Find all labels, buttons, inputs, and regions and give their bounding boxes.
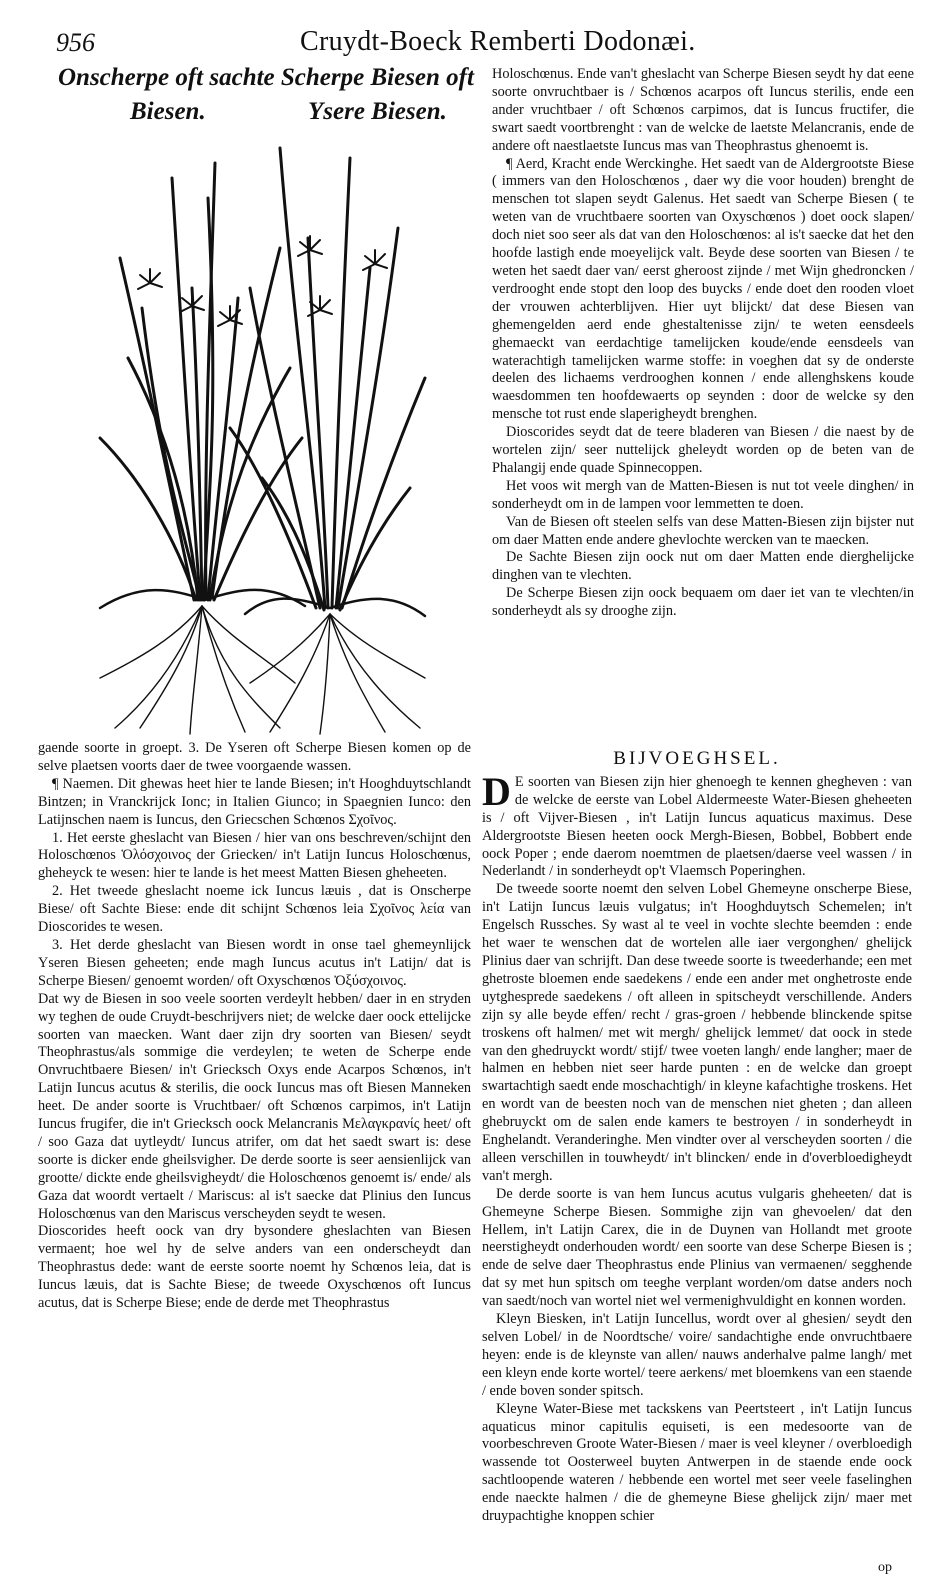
paragraph: Dioscorides seydt dat de teere bladeren van Biesen / die naest by de wortelen zijn/ seer nuttelijck gheleydt worden op de beten van de Phalangij ende quade Spinnecoppen. bbox=[492, 424, 914, 476]
drop-cap-initial: D bbox=[482, 768, 511, 814]
paragraph-text: E soorten van Biesen zijn hier ghenoegh te kennen ghegheven : van de welcke de eerste van Lobel Aldermeeste Water-Biesen gheheeten is / oft Vijver-Biesen , in't Latijn Iuncus aquaticus maximus. Dese Aldergrootste Biesen heeten oock Mergh-Biesen, Bobbel, Bobbert ende oock Poper ; ende daerom noemtmen de plaetsen/daerse veel wassen / in Nederlandt / in sonderheydt op't Vlaemsch Poperinghen. bbox=[482, 773, 912, 880]
woodcut-illustration bbox=[80, 138, 435, 736]
left-column-bottom bbox=[38, 740, 471, 1313]
caption-ysere-biesen: Ysere Biesen. bbox=[308, 98, 447, 125]
left-plant-stems bbox=[100, 163, 302, 600]
paragraph-aerd-kracht: ¶ Aerd, Kracht ende Werckinghe. Het saedt van de Aldergrootste Biese ( immers van den Holoschœnos , daer wy die voor houden) brenght de menschen tot slapen seydt Galenus. Het saedt van Scherpe Biesen ( te weten van de vruchtbaere soorten van Oxyschœnos ) doet oock slapen/ doch niet soo seer als dat van den Holoschœnos: al is't saecke dat het den hoofde lastigh ende moeyelijck valt. Beyde dese soorten van Biesen / te weten het saedt daer van/ eerst gheroost zijnde / met Wijn ghedroncken / verdrooght ende stopt den loop des buycks / ende doet den rooden vloet der vrouwen achterblijven. Hier uyt blijckt/ dat dese Biesen van ghemengelden aerd ende ghestaltenisse zijn/ te weten eensdeels ghemaeckt van eerdachtige tamelijcken koude/ende eensdeels van waterachtigh tamelijcken warme stoffe: in voeghen dat sy de onderste deelen des lichaems verdrooghen konnen / ende allenghskens koude waesdommen ten hoofdewaerts op seynden : door de welcke sy den mensche tot rust ende slaperigheydt brenghen. bbox=[492, 155, 914, 423]
paragraph-naemen: ¶ Naemen. Dit ghewas heet hier te lande Biesen; in't Hooghduytschlandt Bintzen; in Vranckrijck Ionc; in Italien Giunco; in Spaegnien Iunco: den Latijnschen naem is Iuncus, den Griecschen Schœnos Σχοῖνος. bbox=[38, 775, 471, 828]
paragraph: Kleyne Water-Biese met tackskens van Peertsteert , in't Latijn Iuncus aquaticus minor capitulis equiseti, is een medesoorte van de voorbeschreven Groote Water-Biesen / maer is veel kleyner / overbloedigh wassende tot Oosterweel buyten Antwerpen in de staende ende oock sachtloopende wateren / hebbende een wortel met seer veele faselinghen ende naeckte halmen / die de ghemeyne Biese ghelijck zijn/ maer met druypachtighe knoppen schier bbox=[482, 1400, 912, 1525]
roots bbox=[100, 606, 425, 734]
right-plant-stems bbox=[230, 148, 425, 610]
paragraph: Holoschœnus. Ende van't gheslacht van Scherpe Biesen seydt hy dat eene soorte onvruchtbaer is / Schœnos acarpos oft Iuncus sterilis, ende een ander vruchtbaer / oft Schœnos carpimos, dat is Iuncus fructifer, die swart saedt voortbrenght : van de welcke de laetste Melancranis, ende de andere oft naestlaetste Iuncus mas van Theophrastus ghenoemt is. bbox=[492, 66, 914, 154]
paragraph: 1. Het eerste gheslacht van Biesen / hier van ons beschreven/schijnt den Holoschœnos Ὁλόσχοινος der Griecken/ in't Latijn Iuncus Holoschœnus, gheheyck te wesen: hier te lande is het meest Matten Biesen gheheeten. bbox=[38, 829, 471, 882]
paragraph: De Scherpe Biesen zijn oock bequaem om daer iet van te vlechten/in sonderheydt als sy drooghe zijn. bbox=[492, 585, 914, 620]
caption-line-1: Onscherpe oft sachte Scherpe Biesen oft bbox=[58, 64, 474, 91]
paragraph: Van de Biesen oft steelen selfs van dese Matten-Biesen zijn bijster nut om daer Matten ende andere ghevlochte wercken van te maecken. bbox=[492, 513, 914, 548]
caption-biesen: Biesen. bbox=[130, 98, 206, 125]
page-number: 956 bbox=[56, 28, 95, 57]
running-head: Cruydt-Boeck Remberti Dodonæi. bbox=[300, 26, 696, 57]
paragraph: Dat wy de Biesen in soo veele soorten verdeylt hebben/ daer in en stryden wy teghen de oude Cruydt-beschrijvers niet; de welcke daer oock ettelijcke soorten van maecken. Want daer zijn dry soorten van Biesen/ seydt Theophrastus/als sommige die verdeylen; te weten de Scherpe ende Onvruchtbaere Biesen/ in't Griecksch Oxys ende Acarpos Schœnos, in't Latijn Iuncus acutus & sterilis, die oock Iuncus mas oft Biesen Manneken heet. De ander soorte is Vruchtbaer/ oft Schœnos carpimos, in't Latijn Iuncus frugifer, die in't Griecksch oock Melancranis Μελαγκρανίς heet/ oft / soo Gaza dat uytleydt/ Iuncus atrifer, om dat het saedt swart is: dese soorte is dicker ende gheilsvigher. De derde soorte is seer aensienlijck van grootte/ dickte ende gheilsvigheydt/ die Holoschœnos genoemt is/ ende/ als Gaza dat woordt vertaelt / Mariscus: al is't saecke dat Plinius den Iuncus Holoschœnus van den Mariscus verscheyden seydt te wesen. bbox=[38, 990, 471, 1222]
paragraph: gaende soorte in groept. 3. De Yseren oft Scherpe Biesen komen op de selve plaetsen voorts daer de twee voorgaende wassen. bbox=[38, 740, 471, 774]
rush-plants-drawing bbox=[80, 138, 435, 736]
paragraph bbox=[482, 768, 912, 881]
paragraph: 2. Het tweede gheslacht noeme ick Iuncus læuis , dat is Onscherpe Biese/ oft Sachte Biese: ende dit schijnt Schœnos leia Σχοῖνος λεία van Dioscorides te wesen. bbox=[38, 883, 471, 936]
basal-leaves bbox=[100, 590, 425, 616]
paragraph: Het voos wit mergh van de Matten-Biesen is nut tot veele dinghen/ in sonderheydt om in de lampen voor lemmetten te doen. bbox=[492, 477, 914, 512]
paragraph: 3. Het derde gheslacht van Biesen wordt in onse tael ghemeynlijck Yseren Biesen geheeten; ende magh Iuncus acutus in't Latijn/ dat is Scherpe Biesen/ genoemt worden/ oft Oxyschœnos Ὀξύσχοινος. bbox=[38, 936, 471, 989]
paragraph: De derde soorte is van hem Iuncus acutus vulgaris gheheeten/ dat is Ghemeyne Scherpe Biesen. Sommighe zijn van ghevoelen/ dat den Hellem, in't Latijn Carex, die in de Duynen van Hollandt met groote neerstigheydt onderhouden wordt/ een soorte van dese Scherpe Biesen is ; ende de selve daer Theophrastus ende Plinius van vermaenen/ segghende dat sy met hun spitsch om teeghe verplant worden/om datse anders noch van saedt/noch van wortel niet wel vermenighvuldight en konnen worden. bbox=[482, 1185, 912, 1310]
right-column-bottom bbox=[482, 750, 912, 1526]
section-title-bijvoeghsel: BIJVOEGHSEL. bbox=[613, 748, 781, 769]
paragraph: Dioscorides heeft oock van dry bysondere gheslachten van Biesen vermaent; hoe wel hy de selve anders van een onderscheydt dan Theophrastus dede: want de eerste soorte noemt hy Schœnos leia, dat is Iuncus læuis, dat is Sachte Biese; de tweede Oxyschœnos oft Iuncus acutus, dat is Scherpe Biese; ende de derde met Theophrastus bbox=[38, 1223, 471, 1312]
figure-captions bbox=[58, 64, 488, 134]
page-header bbox=[0, 22, 950, 62]
paragraph: De Sachte Biesen zijn oock nut om daer Matten ende dierghelijcke dinghen van te vlechten. bbox=[492, 549, 914, 584]
paragraph: De tweede soorte noemt den selven Lobel Ghemeyne onscherpe Biese, in't Latijn Iuncus læuis vulgatus; in't Hooghduytsch Schemelen; in't Engelsch Russches. Sy wast al te veel in vochte slechte beemden : ende het waer te wenschen dat de wortelen alle iaer vergonghen/ ghelijck Plinius daer van schrijft. Dan dese tweede soorte is tweederhande; een met ghetroste bloemen ende saedekens / ende een ander met onghetroste ende uytghesprede saedekens / oft alleen in spitscheydt verschillende. Anders zijn sy alle beyde effen/ recht / gras-groen / hebbende blinckende spitse troskens oft halmen/ met wit mergh/ ghelijck lemmet/ dat oock in stede van den ghedruyckt wordt/ stijf/ twee voeten langh/ ende langher; maer de halmen en hebben niet seer harde punten : en de welcke dan groept swartachtigh saedt ende moschachtigh/ in kleyne kafachtighe troskens. Het en wordt van de beesten noch van de menschen niet gheten ; dan alleen ghebruyckt om de salen ende kamers te bestroyen / in sonderheydt in Enghelandt. Veranderinghe. Men vindter over al verscheyden soorten / die alleen verschillen in touwheydt/ in't blincken/ ende in d'overbloedigheydt van't mergh. bbox=[482, 881, 912, 1184]
catchword: op bbox=[878, 1560, 892, 1575]
right-column-top bbox=[492, 66, 914, 621]
paragraph: Kleyn Biesken, in't Latijn Iuncellus, wordt over al ghesien/ seydt den selven Lobel/ in de Noordtsche/ voire/ sandachtighe ende onvruchtbaere heyen: ende is de kleynste van allen/ nauws anderhalve palme langh/ met een kleyn ende korte wortel/ teere aerkens/ met bloemkens van een staende / ende boven sonder spitsch. bbox=[482, 1311, 912, 1399]
